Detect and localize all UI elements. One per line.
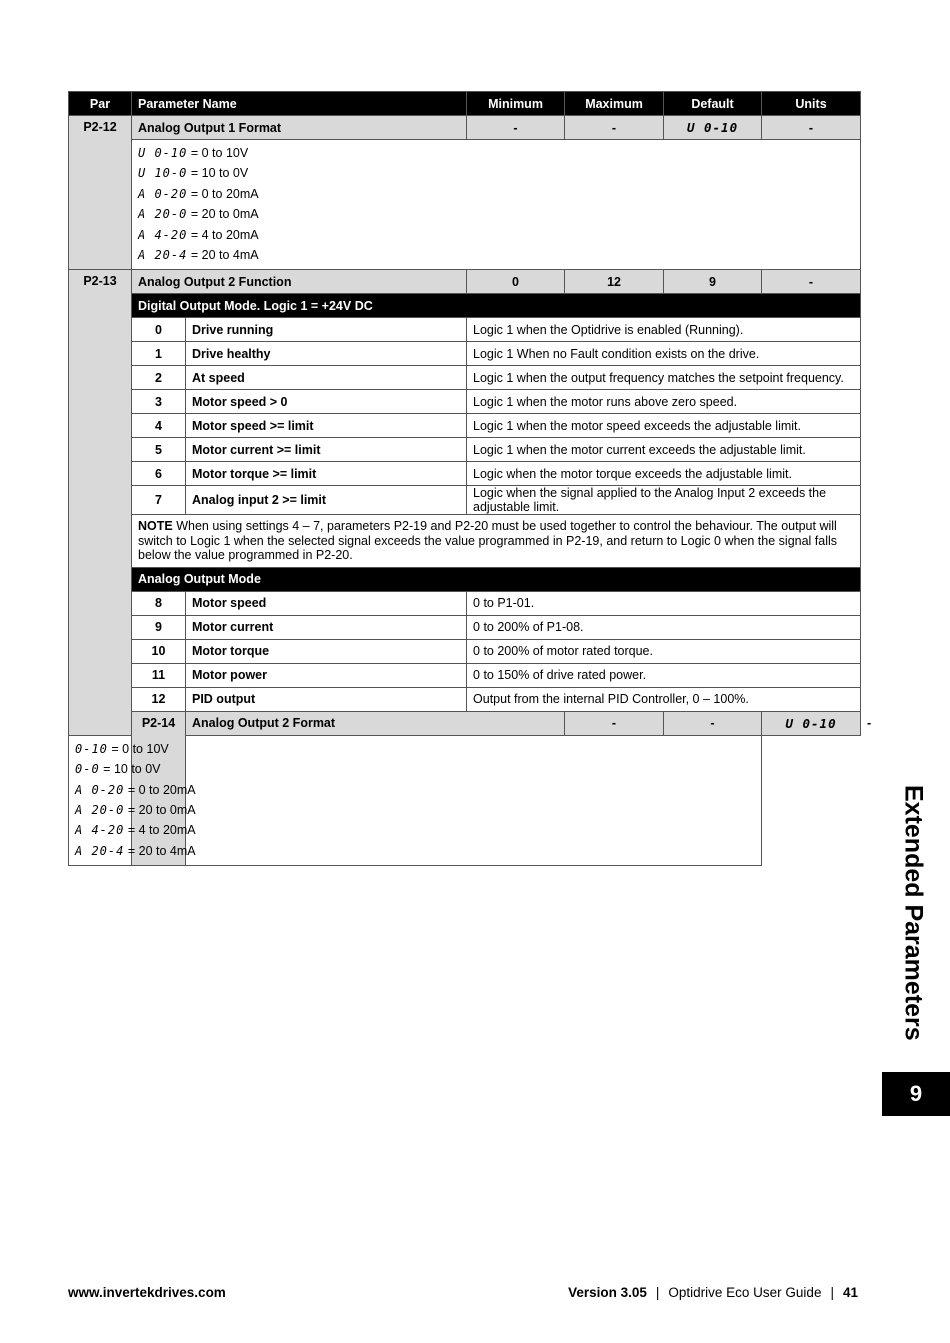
setting-number: 11: [132, 663, 186, 687]
table-row: [69, 486, 861, 515]
footer-version: Version 3.05: [568, 1285, 647, 1300]
table-row: [69, 462, 861, 486]
setting-name: Motor current >= limit: [186, 438, 467, 462]
digital-mode-heading-row: [69, 294, 861, 318]
header-maximum: Maximum: [565, 92, 664, 116]
table-row: [69, 615, 861, 639]
option-code: A 0-20: [75, 782, 125, 797]
option-text: = 20 to 0mA: [127, 803, 196, 818]
note-row: [69, 515, 861, 568]
setting-description: Logic 1 when the Optidrive is enabled (Running).: [467, 318, 861, 342]
analog-mode-heading: Analog Output Mode: [132, 567, 861, 591]
setting-number: 1: [132, 342, 186, 366]
param-name: Analog Output 2 Function: [132, 270, 467, 294]
table-row: [69, 414, 861, 438]
setting-number: 7: [132, 486, 186, 515]
option-line: [75, 759, 755, 779]
header-units: Units: [762, 92, 861, 116]
param-max: -: [664, 711, 762, 735]
option-code: A 20-4: [138, 247, 188, 262]
option-code: A 4-20: [75, 823, 125, 838]
param-name: Analog Output 2 Format: [186, 711, 565, 735]
option-line: [75, 841, 755, 861]
param-units: -: [762, 116, 861, 140]
table-row: [69, 318, 861, 342]
table-row: [69, 342, 861, 366]
param-min: 0: [467, 270, 565, 294]
footer-page-number: 41: [842, 1285, 858, 1300]
setting-name: Motor torque >= limit: [186, 462, 467, 486]
param-id: P2-13: [69, 270, 132, 736]
setting-number: 5: [132, 438, 186, 462]
option-line: [75, 739, 755, 759]
setting-number: 3: [132, 390, 186, 414]
option-text: = 4 to 20mA: [190, 227, 259, 242]
setting-description: 0 to 150% of drive rated power.: [467, 663, 861, 687]
param-min: -: [467, 116, 565, 140]
option-code: A 20-0: [75, 803, 125, 818]
table-row: [69, 366, 861, 390]
setting-description: Logic 1 when the motor runs above zero speed.: [467, 390, 861, 414]
option-line: [138, 163, 854, 183]
note-text: When using settings 4 – 7, parameters P2-19 and P2-20 must be used together to control the behaviour. The output will switch to Logic 1 when the selected signal exceeds the value programmed in P2-19, and return to Logic 0 when the signal falls below the value programmed in P2-20.: [138, 519, 838, 563]
setting-number: 6: [132, 462, 186, 486]
option-line: [138, 143, 854, 163]
setting-number: 12: [132, 687, 186, 711]
setting-name: Motor torque: [186, 639, 467, 663]
footer-website: www.invertekdrives.com: [68, 1285, 226, 1300]
analog-mode-heading-row: [69, 567, 861, 591]
param-units: -: [762, 270, 861, 294]
table-row: [69, 591, 861, 615]
setting-description: Logic 1 when the motor current exceeds the adjustable limit.: [467, 438, 861, 462]
setting-description: Logic 1 When no Fault condition exists on the drive.: [467, 342, 861, 366]
option-text: = 0 to 20mA: [190, 186, 259, 201]
setting-name: Motor speed: [186, 591, 467, 615]
param-id: P2-12: [69, 116, 132, 270]
option-code: 0-10: [75, 741, 108, 756]
param-id: P2-14: [132, 711, 186, 865]
option-line: [75, 820, 755, 840]
option-code: A 20-0: [138, 207, 188, 222]
option-text: = 0 to 10V: [190, 146, 249, 160]
option-text: = 10 to 0V: [103, 762, 161, 777]
param-options-p2-14: [69, 735, 861, 865]
table-row: [69, 390, 861, 414]
setting-name: Analog input 2 >= limit: [186, 486, 467, 515]
option-text: = 4 to 20mA: [127, 823, 196, 838]
setting-description: Logic 1 when the output frequency matches the setpoint frequency.: [467, 366, 861, 390]
section-title-text: Extended Parameters: [899, 785, 928, 1041]
setting-name: Motor speed >= limit: [186, 414, 467, 438]
option-code: 0-0: [75, 762, 100, 777]
option-code: A 0-20: [138, 186, 188, 201]
setting-description: 0 to P1-01.: [467, 591, 861, 615]
setting-number: 8: [132, 591, 186, 615]
setting-name: Motor current: [186, 615, 467, 639]
option-line: [138, 184, 854, 204]
param-min: -: [565, 711, 664, 735]
setting-description: 0 to 200% of motor rated torque.: [467, 639, 861, 663]
setting-name: Drive running: [186, 318, 467, 342]
setting-number: 9: [132, 615, 186, 639]
footer-separator: |: [830, 1285, 834, 1300]
option-code: U 10-0: [138, 166, 188, 181]
param-row-p2-12: [69, 116, 861, 140]
option-text: = 20 to 0mA: [190, 207, 259, 222]
header-parameter-name: Parameter Name: [132, 92, 467, 116]
setting-name: PID output: [186, 687, 467, 711]
option-code: A 20-4: [75, 843, 125, 858]
param-default: U 0-10: [762, 711, 861, 735]
header-default: Default: [664, 92, 762, 116]
param-default: 9: [664, 270, 762, 294]
setting-number: 10: [132, 639, 186, 663]
chapter-number-tab: 9: [882, 1072, 950, 1116]
setting-name: At speed: [186, 366, 467, 390]
option-line: [75, 780, 755, 800]
option-text: = 20 to 4mA: [127, 843, 196, 858]
setting-name: Motor speed > 0: [186, 390, 467, 414]
param-max: -: [565, 116, 664, 140]
option-line: [75, 800, 755, 820]
option-line: [138, 204, 854, 224]
note-label: NOTE: [138, 519, 173, 534]
option-line: [138, 245, 854, 265]
table-row: [69, 639, 861, 663]
note: [132, 515, 861, 568]
setting-number: 0: [132, 318, 186, 342]
option-code: A 4-20: [138, 227, 188, 242]
param-row-p2-13: [69, 270, 861, 294]
param-max: 12: [565, 270, 664, 294]
option-text: = 0 to 10V: [111, 741, 169, 756]
setting-name: Drive healthy: [186, 342, 467, 366]
footer-guide-title: Optidrive Eco User Guide: [668, 1285, 822, 1300]
setting-description: Logic 1 when the motor speed exceeds the adjustable limit.: [467, 414, 861, 438]
parameter-table: [68, 91, 872, 866]
setting-description: 0 to 200% of P1-08.: [467, 615, 861, 639]
setting-number: 4: [132, 414, 186, 438]
table-row: [69, 663, 861, 687]
param-name: Analog Output 1 Format: [132, 116, 467, 140]
header-minimum: Minimum: [467, 92, 565, 116]
option-text: = 20 to 4mA: [190, 247, 259, 262]
option-text: = 0 to 20mA: [127, 782, 196, 797]
table-row: [69, 438, 861, 462]
setting-description: Logic when the motor torque exceeds the adjustable limit.: [467, 462, 861, 486]
setting-description: Output from the internal PID Controller, 0 – 100%.: [467, 687, 861, 711]
table-header-row: [69, 92, 861, 116]
digital-mode-heading: Digital Output Mode. Logic 1 = +24V DC: [132, 294, 861, 318]
option-code: U 0-10: [138, 146, 188, 160]
table-row: [69, 687, 861, 711]
section-side-title: [893, 785, 933, 1060]
header-par: Par: [69, 92, 132, 116]
param-default: U 0-10: [664, 116, 762, 140]
footer-separator: |: [655, 1285, 660, 1300]
param-options-p2-12: [69, 140, 861, 270]
footer-info: [568, 1285, 858, 1300]
option-text: = 10 to 0V: [190, 166, 249, 181]
setting-description: Logic when the signal applied to the Analog Input 2 exceeds the adjustable limit.: [467, 486, 861, 515]
option-line: [138, 225, 854, 245]
setting-number: 2: [132, 366, 186, 390]
param-row-p2-14: P2-14 Analog Output 2 Format - - U 0-10 -: [69, 711, 861, 735]
setting-name: Motor power: [186, 663, 467, 687]
